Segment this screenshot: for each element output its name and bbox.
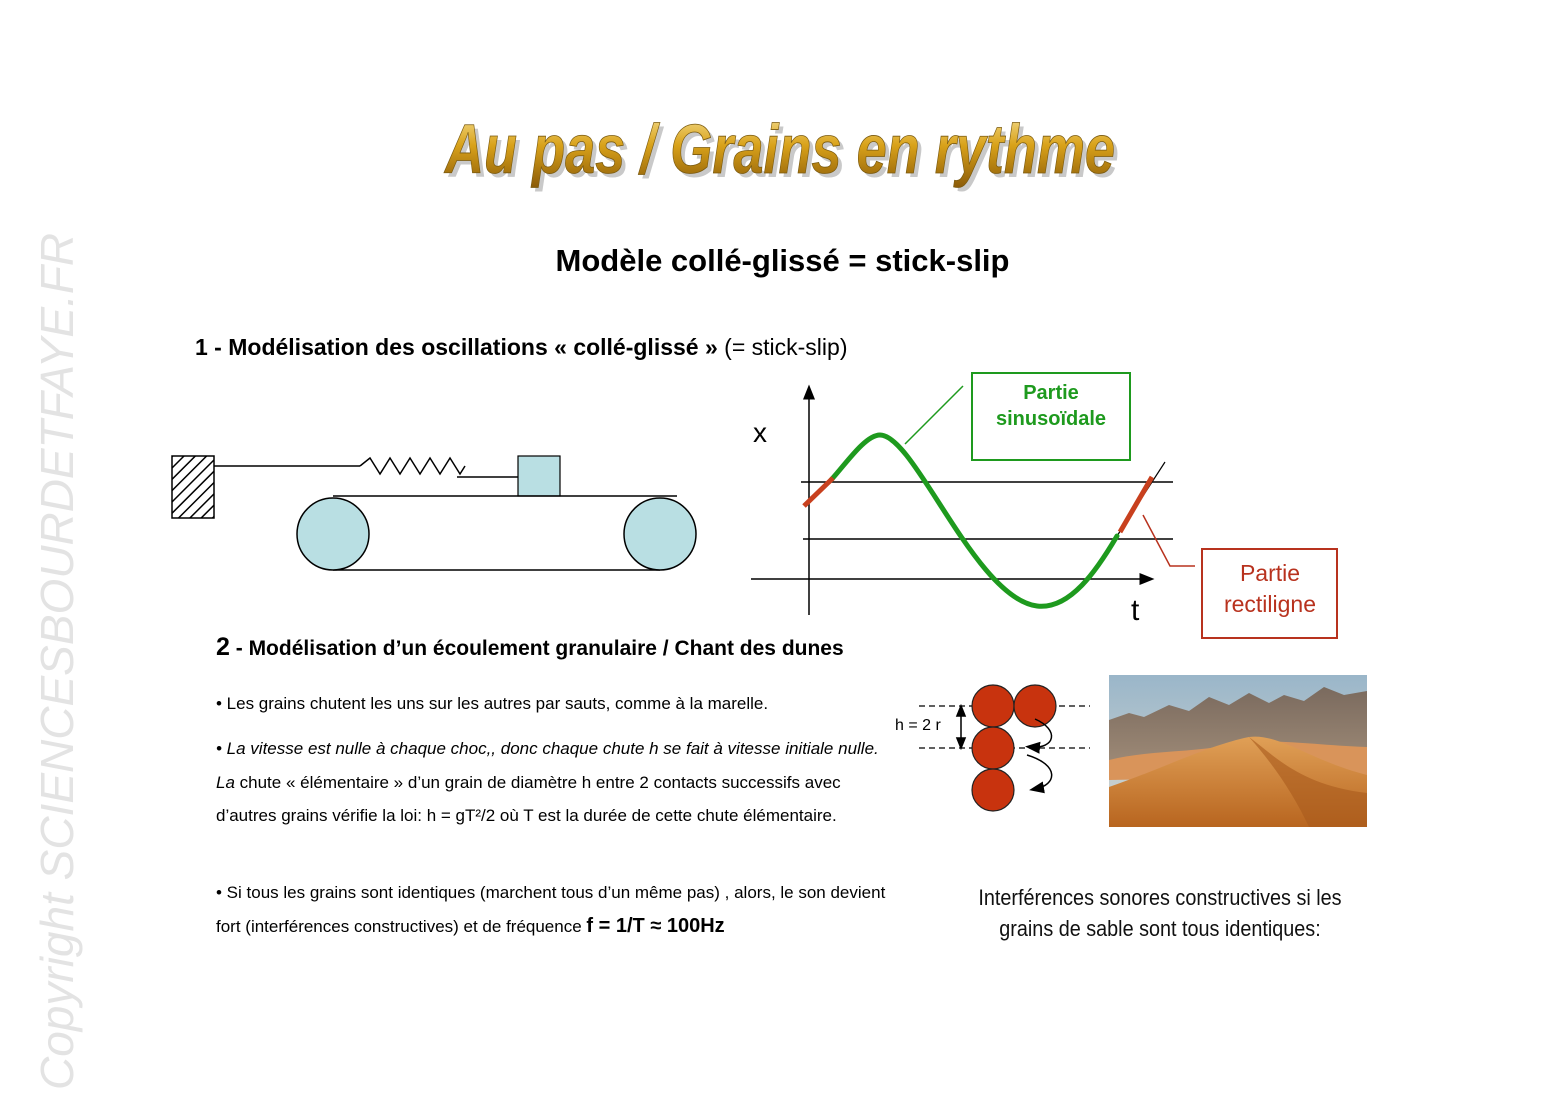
- page-subtitle: Modèle collé-glissé = stick-slip: [555, 243, 1010, 278]
- red-callout-pointer: [1143, 515, 1195, 566]
- red-callout: [1200, 547, 1340, 641]
- x-axis-label: t: [1131, 594, 1140, 627]
- section2-heading: [216, 633, 844, 662]
- section1-title: - Modélisation des oscillations « collé-glissé »: [207, 334, 725, 360]
- spring: [360, 458, 465, 474]
- banner-title-shadow: Au pas / Grains en rythme: [447, 114, 1119, 192]
- paragraph-zero-velocity: [216, 732, 896, 833]
- fixed-wall: [172, 456, 214, 518]
- section1-title-suffix: (= stick-slip): [724, 334, 848, 360]
- red-callout-line2: rectiligne: [1223, 591, 1317, 617]
- copyright-watermark: Copyright SCIENCESBOURDETFAYE.FR: [31, 232, 83, 1090]
- height-label: h = 2 r: [895, 717, 941, 734]
- right-pulley: [624, 498, 696, 570]
- paragraph-zero-velocity-rest: chute « élémentaire » d’un grain de diamètre h entre 2 contacts successifs avec d’autres grains vérifie la loi: h = gT²/2 où T est la durée de cette chute élémentaire.: [216, 772, 841, 825]
- jump-arrow-2: [1027, 755, 1052, 789]
- section1-heading: [195, 334, 847, 361]
- grains-diagram: [885, 675, 1095, 825]
- green-callout-line2: sinusoïdale: [995, 408, 1107, 430]
- y-axis-label: x: [753, 417, 767, 448]
- section1-number: 1: [195, 334, 208, 360]
- sliding-block: [518, 456, 560, 496]
- left-pulley: [297, 498, 369, 570]
- paragraph-zero-velocity-italic: • La vitesse est nulle à chaque choc,, donc chaque chute h se fait à vitesse initiale nulle. La: [216, 739, 879, 792]
- stick-slip-diagram: [165, 440, 705, 580]
- section2-number: 2: [216, 633, 230, 661]
- green-callout-pointer: [905, 386, 963, 444]
- paragraph-grains-jump: • Les grains chutent les uns sur les autres par sauts, comme à la marelle.: [216, 694, 769, 713]
- red-callout-line1: Partie: [1239, 560, 1301, 586]
- grain-top-left: [972, 685, 1014, 727]
- green-callout-line1: Partie: [1023, 382, 1079, 404]
- section2-title: - Modélisation d’un écoulement granulaire / Chant des dunes: [229, 637, 844, 660]
- interference-caption: Interférences sonores constructives si les grains de sable sont tous identiques:: [978, 885, 1342, 941]
- paragraph-identical-grains: [216, 876, 896, 943]
- sand-dune-photo: [1109, 675, 1367, 827]
- frequency-formula: f = 1/T ≈ 100Hz: [586, 914, 725, 937]
- grain-top-right: [1014, 685, 1056, 727]
- grain-middle: [972, 727, 1014, 769]
- banner-title: [420, 95, 1140, 215]
- paragraph-identical-grains-text: • Si tous les grains sont identiques (marchent tous d’un même pas) , alors, le son devient fort (interférences constructives) et de fréquence: [216, 883, 886, 936]
- grain-bottom: [972, 769, 1014, 811]
- banner-title-text: Au pas / Grains en rythme: [443, 110, 1115, 188]
